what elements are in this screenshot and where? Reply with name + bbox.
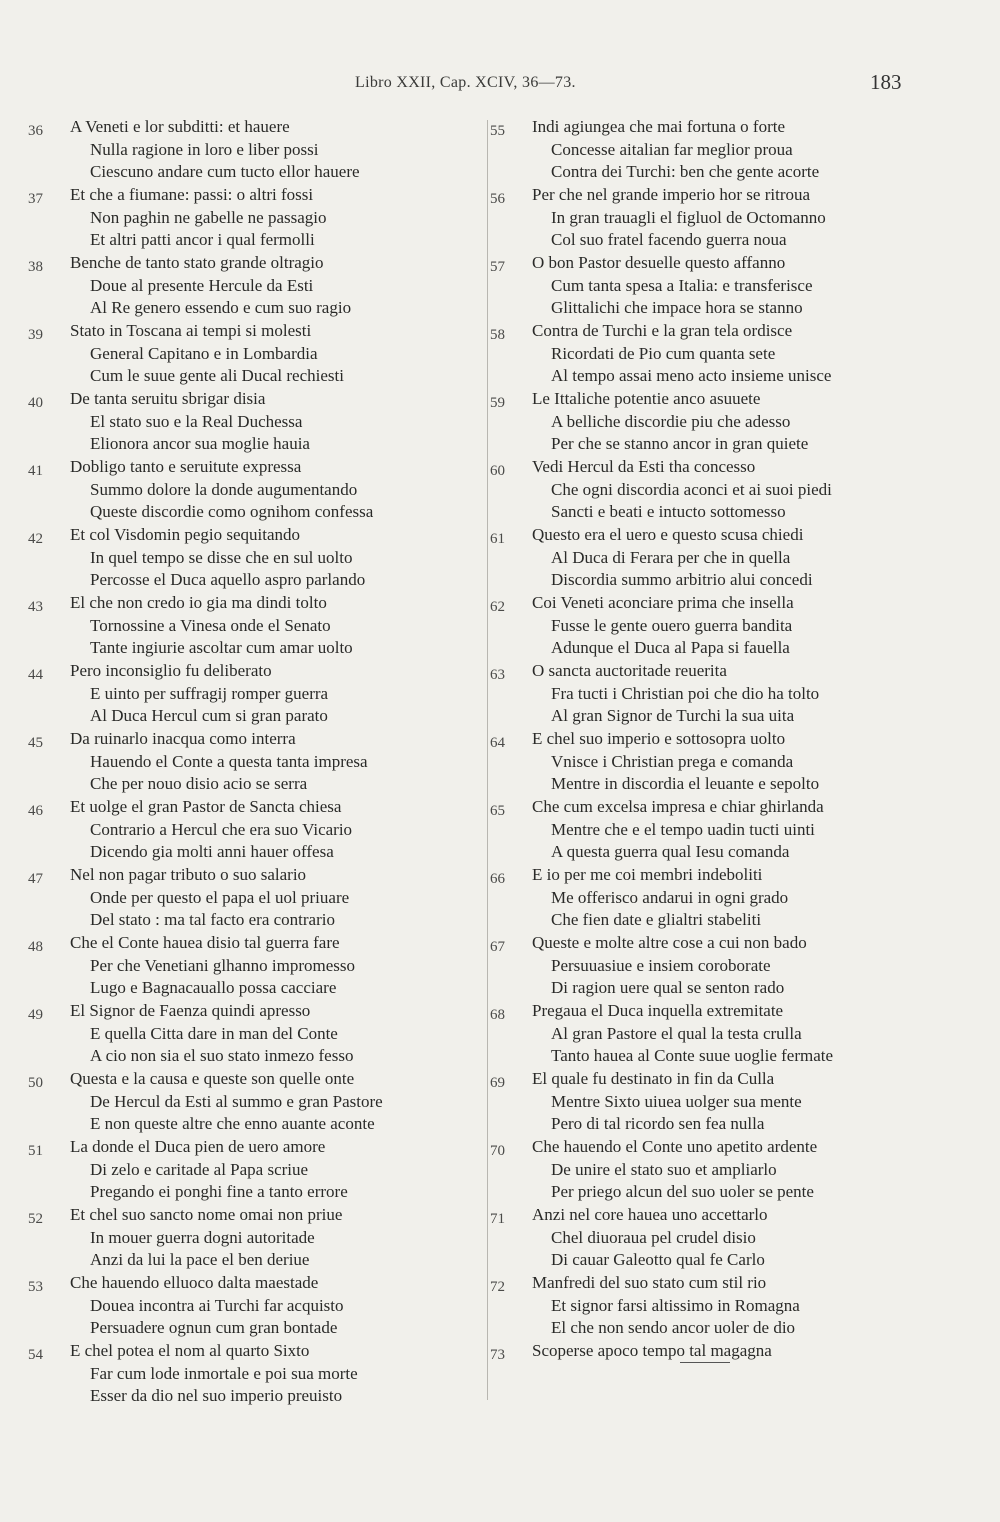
stanza-number: 64 (490, 735, 505, 751)
verse-line: Benche de tanto stato grande oltragio (70, 253, 324, 272)
verse-line: O sancta auctoritade reuerita (532, 661, 727, 680)
verse-line: Di ragion uere qual se senton rado (551, 978, 785, 998)
stanza (28, 116, 473, 184)
verse-line: El Signor de Faenza quindi apresso (70, 1001, 311, 1020)
verse-line: Al tempo assai meno acto insieme unisce (551, 366, 832, 386)
verse-line: Pero di tal ricordo sen fea nulla (551, 1114, 765, 1134)
verse-line: Anzi nel core hauea uno accettarlo (532, 1205, 768, 1224)
stanza-number: 52 (28, 1211, 43, 1227)
verse-line: E io per me coi membri indeboliti (532, 865, 763, 884)
end-rule (680, 1362, 730, 1363)
stanza-number: 65 (490, 803, 505, 819)
stanza (490, 184, 930, 252)
verse-line: General Capitano e in Lombardia (90, 343, 318, 363)
verse-line: Contra de Turchi e la gran tela ordisce (532, 321, 793, 340)
verse-line: Per priego alcun del suo uoler se pente (551, 1182, 814, 1202)
verse-line: Che cum excelsa impresa e chiar ghirlanda (532, 797, 824, 816)
verse-line: El stato suo e la Real Duchessa (90, 411, 303, 431)
verse-line: A Veneti e lor subditti: et hauere (70, 117, 290, 136)
stanza (28, 1272, 473, 1340)
verse-line: In gran trauagli el figluol de Octomanno (551, 207, 826, 227)
stanza-number: 58 (490, 327, 505, 343)
stanza-number: 70 (490, 1143, 505, 1159)
stanza-number: 62 (490, 599, 505, 615)
verse-line: El che non sendo ancor uoler de dio (551, 1318, 796, 1338)
verse-line: Hauendo el Conte a questa tanta impresa (90, 751, 368, 771)
stanza-number: 48 (28, 939, 43, 955)
verse-line: Doue al presente Hercule da Esti (90, 275, 314, 295)
verse-line: Pregaua el Duca inquella extremitate (532, 1001, 784, 1020)
verse-line: Me offerisco andarui in ogni grado (551, 887, 789, 907)
verse-line: Mentre che e el tempo uadin tucti uinti (551, 819, 815, 839)
stanza (490, 660, 930, 728)
verse-line: El che non credo io gia ma dindi tolto (70, 593, 327, 612)
verse-line: Tornossine a Vinesa onde el Senato (90, 615, 331, 635)
verse-line: E uinto per suffragij romper guerra (90, 683, 329, 703)
verse-line: In mouer guerra dogni autoritade (90, 1227, 315, 1247)
verse-line: Contra dei Turchi: ben che gente acorte (551, 162, 820, 182)
verse-line: Le Ittaliche potentie anco asuuete (532, 389, 761, 408)
stanza-number: 67 (490, 939, 505, 955)
verse-line: Di zelo e caritade al Papa scriue (90, 1159, 309, 1179)
page-number: 183 (870, 70, 902, 94)
stanza (28, 184, 473, 252)
stanza-number: 49 (28, 1007, 43, 1023)
stanza-number: 40 (28, 395, 43, 411)
verse-line: A belliche discordie piu che adesso (551, 411, 791, 431)
verse-line: A cio non sia el suo stato inmezo fesso (90, 1046, 354, 1066)
stanza-number: 73 (490, 1347, 505, 1363)
stanza-number: 50 (28, 1075, 43, 1091)
verse-line: La donde el Duca pien de uero amore (70, 1137, 326, 1156)
verse-line: Cum tanta spesa a Italia: e transferisce (551, 275, 813, 295)
verse-line: Questa e la causa e queste son quelle onte (70, 1069, 355, 1088)
stanza (28, 252, 473, 320)
stanza (28, 728, 473, 796)
left-column (28, 116, 473, 1408)
stanza (28, 592, 473, 660)
verse-line: Nulla ragione in loro e liber possi (90, 139, 319, 159)
stanza (490, 1272, 930, 1340)
verse-line: Al gran Signor de Turchi la sua uita (551, 706, 795, 726)
stanza (490, 1000, 930, 1068)
verse-line: Et col Visdomin pegio sequitando (70, 525, 301, 544)
verse-line: Onde per questo el papa el uol priuare (90, 887, 350, 907)
verse-line: De unire el stato suo et ampliarlo (551, 1159, 777, 1179)
verse-line: Contrario a Hercul che era suo Vicario (90, 819, 353, 839)
verse-line: Persuuasiue e insiem coroborate (551, 955, 771, 975)
verse-line: Esser da dio nel suo imperio preuisto (90, 1386, 343, 1406)
stanza-number: 45 (28, 735, 43, 751)
stanza (490, 864, 930, 932)
stanza-number: 51 (28, 1143, 43, 1159)
stanza (490, 252, 930, 320)
verse-line: O bon Pastor desuelle questo affanno (532, 253, 786, 272)
verse-line: Et chel suo sancto nome omai non priue (70, 1205, 343, 1224)
stanza-number: 69 (490, 1075, 505, 1091)
verse-line: Et che a fiumane: passi: o altri fossi (70, 185, 314, 204)
verse-line: Pregando ei ponghi fine a tanto errore (90, 1182, 348, 1202)
verse-line: Da ruinarlo inacqua como interra (70, 729, 296, 748)
stanza-number: 43 (28, 599, 43, 615)
stanza-number: 38 (28, 259, 43, 275)
stanza (28, 660, 473, 728)
stanza (490, 388, 930, 456)
stanza (490, 456, 930, 524)
verse-line: Che el Conte hauea disio tal guerra fare (70, 933, 340, 952)
verse-line: Dobligo tanto e seruitute expressa (70, 457, 302, 476)
running-head: Libro XXII, Cap. XCIV, 36—73. (355, 74, 576, 91)
verse-line: Del stato : ma tal facto era contrario (90, 910, 335, 930)
stanza (490, 524, 930, 592)
verse-line: Per che Venetiani glhanno impromesso (90, 955, 356, 975)
stanza-number: 46 (28, 803, 43, 819)
verse-line: Summo dolore la donde augumentando (90, 479, 358, 499)
verse-line: Nel non pagar tributo o suo salario (70, 865, 307, 884)
verse-line: Per che nel grande imperio hor se ritroua (532, 185, 811, 204)
verse-line: E chel suo imperio e sottosopra uolto (532, 729, 786, 748)
stanza (490, 320, 930, 388)
stanza (490, 728, 930, 796)
stanza-number: 54 (28, 1347, 43, 1363)
stanza-number: 56 (490, 191, 505, 207)
verse-line: E chel potea el nom al quarto Sixto (70, 1341, 310, 1360)
verse-line: Et signor farsi altissimo in Romagna (551, 1295, 800, 1315)
verse-line: Et uolge el gran Pastor de Sancta chiesa (70, 797, 342, 816)
verse-line: De tanta seruitu sbrigar disia (70, 389, 266, 408)
verse-line: Far cum lode inmortale e poi sua morte (90, 1363, 358, 1383)
verse-line: Sancti e beati e intucto sottomesso (551, 502, 786, 522)
stanza-number: 42 (28, 531, 43, 547)
verse-line: Che fien date e glialtri stabeliti (551, 910, 762, 930)
verse-line: Al Re genero essendo e cum suo ragio (90, 298, 352, 318)
verse-line: Tanto hauea al Conte suue uoglie fermate (551, 1046, 834, 1066)
verse-line: E non queste altre che enno auante aconte (90, 1114, 375, 1134)
verse-line: Mentre Sixto uiuea uolger sua mente (551, 1091, 802, 1111)
verse-line: Fra tucti i Christian poi che dio ha tolto (551, 683, 820, 703)
stanza-number: 57 (490, 259, 505, 275)
verse-line: Dicendo gia molti anni hauer offesa (90, 842, 334, 862)
verse-line: Indi agiungea che mai fortuna o forte (532, 117, 786, 136)
stanza-number: 47 (28, 871, 43, 887)
verse-line: Douea incontra ai Turchi far acquisto (90, 1295, 344, 1315)
stanza (490, 1136, 930, 1204)
verse-line: Stato in Toscana ai tempi si molesti (70, 321, 312, 340)
verse-line: Et altri patti ancor i qual fermolli (90, 230, 315, 250)
verse-line: Concesse aitalian far meglior proua (551, 139, 793, 159)
stanza (28, 796, 473, 864)
stanza (28, 388, 473, 456)
stanza-number: 41 (28, 463, 43, 479)
stanza (28, 524, 473, 592)
stanza (28, 932, 473, 1000)
verse-line: Che per nouo disio acio se serra (90, 774, 308, 794)
stanza-number: 59 (490, 395, 505, 411)
stanza (490, 1340, 930, 1408)
stanza (28, 320, 473, 388)
verse-line: Non paghin ne gabelle ne passagio (90, 207, 327, 227)
stanza-number: 60 (490, 463, 505, 479)
page-header (0, 70, 1000, 100)
verse-line: Che hauendo el Conte uno apetito ardente (532, 1137, 818, 1156)
verse-line: Adunque el Duca al Papa si fauella (551, 638, 790, 658)
stanza (490, 1068, 930, 1136)
verse-line: Percosse el Duca aquello aspro parlando (90, 570, 366, 590)
verse-line: Al Duca di Ferara per che in quella (551, 547, 791, 567)
stanza (490, 932, 930, 1000)
verse-line: De Hercul da Esti al summo e gran Pastore (90, 1091, 383, 1111)
verse-line: Manfredi del suo stato cum stil rio (532, 1273, 767, 1292)
stanza (28, 1340, 473, 1408)
stanza-number: 63 (490, 667, 505, 683)
stanza (28, 456, 473, 524)
stanza-number: 37 (28, 191, 43, 207)
verse-line: E quella Citta dare in man del Conte (90, 1023, 338, 1043)
stanza-number: 61 (490, 531, 505, 547)
verse-line: Pero inconsiglio fu deliberato (70, 661, 272, 680)
stanza-number: 55 (490, 123, 505, 139)
verse-line: Che hauendo elluoco dalta maestade (70, 1273, 319, 1292)
stanza (28, 1136, 473, 1204)
verse-line: Al gran Pastore el qual la testa crulla (551, 1023, 802, 1043)
stanza (28, 1068, 473, 1136)
column-rule (487, 120, 488, 1400)
verse-line: Questo era el uero e questo scusa chiedi (532, 525, 804, 544)
verse-line: Queste e molte altre cose a cui non bado (532, 933, 807, 952)
stanza-number: 53 (28, 1279, 43, 1295)
verse-line: Per che se stanno ancor in gran quiete (551, 434, 809, 454)
verse-line: Coi Veneti aconciare prima che insella (532, 593, 794, 612)
stanza-number: 44 (28, 667, 43, 683)
verse-line: Fusse le gente ouero guerra bandita (551, 615, 793, 635)
verse-line: El quale fu destinato in fin da Culla (532, 1069, 775, 1088)
stanza (28, 1000, 473, 1068)
verse-line: Discordia summo arbitrio alui concedi (551, 570, 813, 590)
stanza (490, 796, 930, 864)
verse-line: Elionora ancor sua moglie hauia (90, 434, 310, 454)
verse-line: Queste discordie como ognihom confessa (90, 502, 374, 522)
stanza (28, 864, 473, 932)
verse-line: Mentre in discordia el leuante e sepolto (551, 774, 820, 794)
verse-line: Cum le suue gente ali Ducal rechiesti (90, 366, 344, 386)
verse-line: Chel diuoraua pel crudel disio (551, 1227, 756, 1247)
verse-line: A questa guerra qual Iesu comanda (551, 842, 790, 862)
stanza-number: 39 (28, 327, 43, 343)
stanza (28, 1204, 473, 1272)
stanza (490, 116, 930, 184)
stanza-number: 71 (490, 1211, 505, 1227)
stanza (490, 1204, 930, 1272)
verse-line: In quel tempo se disse che en sul uolto (90, 547, 353, 567)
verse-line: Al Duca Hercul cum si gran parato (90, 706, 328, 726)
verse-line: Tante ingiurie ascoltar cum amar uolto (90, 638, 353, 658)
stanza-number: 66 (490, 871, 505, 887)
verse-line: Vedi Hercul da Esti tha concesso (532, 457, 756, 476)
verse-line: Persuadere ognun cum gran bontade (90, 1318, 338, 1338)
verse-line: Di cauar Galeotto qual fe Carlo (551, 1250, 765, 1270)
stanza-number: 36 (28, 123, 43, 139)
stanza-number: 72 (490, 1279, 505, 1295)
verse-line: Vnisce i Christian prega e comanda (551, 751, 794, 771)
verse-line: Col suo fratel facendo guerra noua (551, 230, 787, 250)
verse-line: Ricordati de Pio cum quanta sete (551, 343, 776, 363)
verse-line: Ciescuno andare cum tucto ellor hauere (90, 162, 360, 182)
verse-line: Anzi da lui la pace el ben deriue (90, 1250, 310, 1270)
stanza-number: 68 (490, 1007, 505, 1023)
right-column (490, 116, 930, 1408)
verse-line: Glittalichi che impace hora se stanno (551, 298, 803, 318)
verse-line: Scoperse apoco tempo tal magagna (532, 1341, 772, 1360)
verse-line: Che ogni discordia aconci et ai suoi piedi (551, 479, 832, 499)
stanza (490, 592, 930, 660)
verse-line: Lugo e Bagnacauallo possa cacciare (90, 978, 337, 998)
